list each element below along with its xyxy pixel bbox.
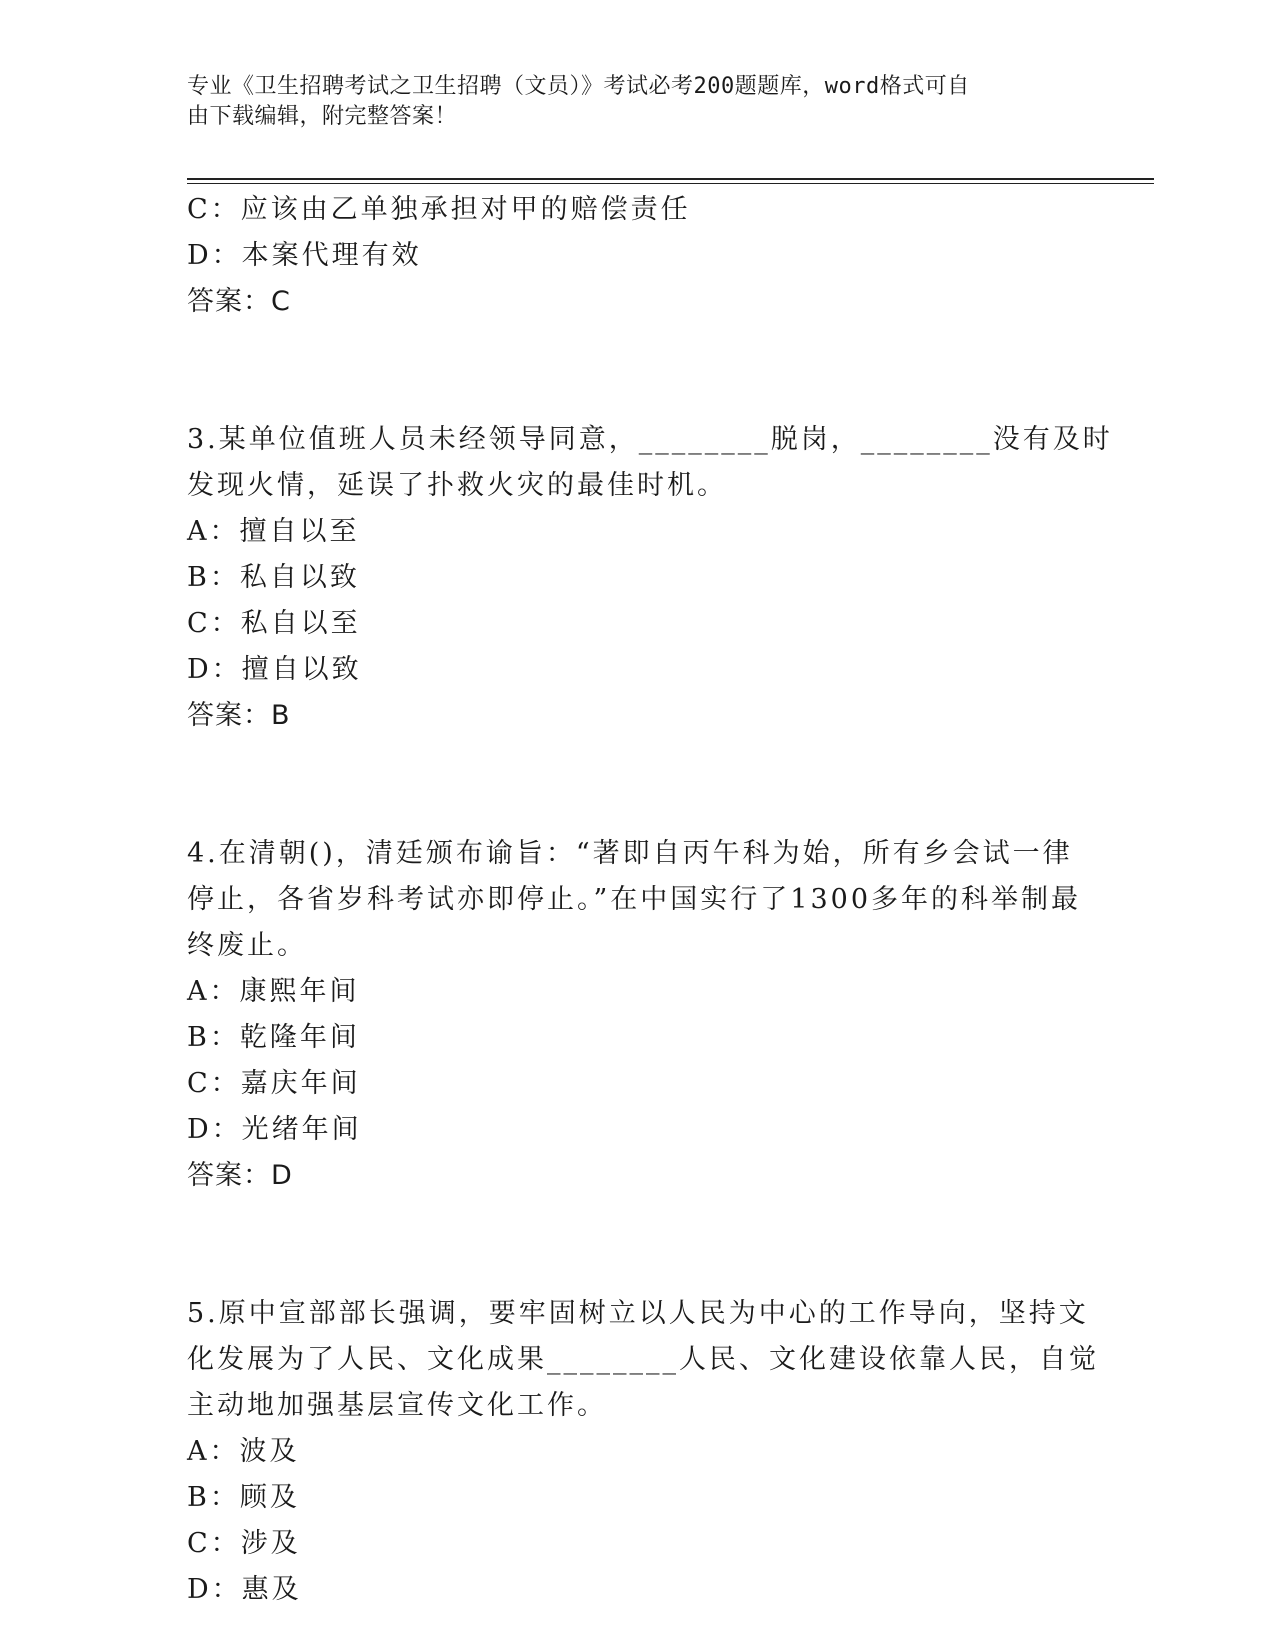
header-line-1: 专业《卫生招聘考试之卫生招聘（文员）》考试必考200题题库，word格式可自 [187, 74, 970, 99]
question-stem: 停止，各省岁科考试亦即停止。”在中国实行了1300多年的科举制最 [187, 884, 1082, 915]
option-d: D：惠及 [187, 1574, 302, 1605]
option-d: D：擅自以致 [187, 654, 362, 685]
question-3 [187, 417, 1113, 739]
question-stem: 化发展为了人民、文化成果________人民、文化建设依靠人民，自觉 [187, 1344, 1099, 1375]
option-b: B：私自以致 [187, 562, 360, 593]
option-b: B：乾隆年间 [187, 1022, 360, 1053]
option-c: C：私自以至 [187, 608, 361, 639]
question-stem: 5.原中宣部部长强调，要牢固树立以人民为中心的工作导向，坚持文 [187, 1298, 1089, 1329]
option-c: C：应该由乙单独承担对甲的赔偿责任 [187, 194, 691, 225]
option-b: B：顾及 [187, 1482, 300, 1513]
option-d: D：本案代理有效 [187, 240, 422, 271]
answer: 答案：B [187, 700, 291, 731]
option-c: C：嘉庆年间 [187, 1068, 361, 1099]
spacer [187, 739, 1087, 831]
option-a: A：康熙年间 [187, 976, 360, 1007]
question-stem: 4.在清朝()，清廷颁布谕旨：“著即自丙午科为始，所有乡会试一律 [187, 838, 1073, 869]
question-stem: 3.某单位值班人员未经领导同意，________脱岗，________没有及时 [187, 424, 1113, 455]
question-stem: 终废止。 [187, 930, 307, 961]
question-2 [187, 187, 1087, 325]
document-header [187, 72, 1067, 132]
spacer [187, 325, 1087, 417]
option-c: C：涉及 [187, 1528, 301, 1559]
answer: 答案：C [187, 286, 291, 317]
option-d: D：光绪年间 [187, 1114, 362, 1145]
question-5 [187, 1291, 1099, 1613]
header-rule-thin [187, 183, 1154, 184]
answer: 答案：D [187, 1160, 293, 1191]
header-line-2: 由下载编辑，附完整答案！ [187, 104, 458, 129]
option-a: A：擅自以至 [187, 516, 360, 547]
question-stem: 发现火情，延误了扑救火灾的最佳时机。 [187, 470, 727, 501]
question-stem: 主动地加强基层宣传文化工作。 [187, 1390, 607, 1421]
spacer [187, 1199, 1087, 1291]
question-list [187, 187, 1113, 1613]
header-rule-thick [187, 178, 1154, 180]
question-4 [187, 831, 1087, 1199]
option-a: A：波及 [187, 1436, 300, 1467]
